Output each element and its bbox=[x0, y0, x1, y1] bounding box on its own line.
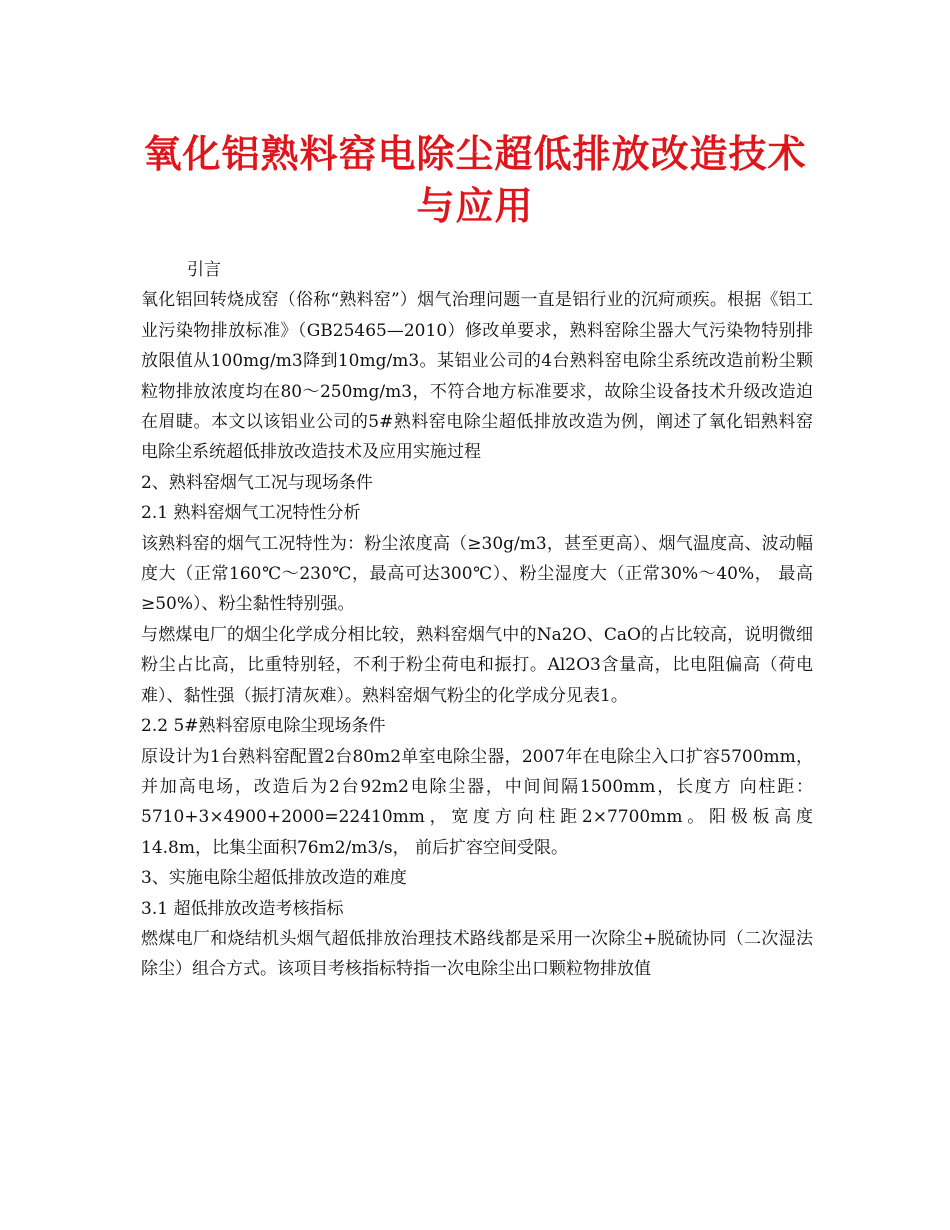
section-heading-2: 2、熟料窑烟气工况与现场条件 bbox=[141, 472, 373, 493]
paragraph-chemical-composition: 与燃煤电厂的烟尘化学成分相比较，熟料窑烟气中的Na2O、CaO的占比较高，说明微细粉尘占比高，比重特别轻，不利于粉尘荷电和振打。Al2O3含量高，比电阻偏高（荷电难）、黏性强（振打清灰难）。熟料窑烟气粉尘的化学成分见表1。 bbox=[141, 624, 813, 706]
document-body bbox=[141, 255, 813, 985]
subsection-heading-2-2: 2.2 5#熟料窑原电除尘现场条件 bbox=[141, 716, 386, 737]
document-title: 氧化铝熟料窑电除尘超低排放改造技术与应用 bbox=[143, 131, 807, 228]
paragraph-intro: 氧化铝回转烧成窑（俗称“熟料窑”）烟气治理问题一直是铝行业的沉疴顽疾。根据《铝工业污染物排放标准》（GB25465—2010）修改单要求，熟料窑除尘器大气污染物特别排放限值从100mg/m3降到10mg/m3。某铝业公司的4台熟料窑电除尘系统改造前粉尘颗粒物排放浓度均在80～250mg/m3，不符合地方标准要求，故除尘设备技术升级改造迫在眉睫。本文以该铝业公司的5#熟料窑电除尘超低排放改造为例，阐述了氧化铝熟料窑 电除尘系统超低排放改造技术及应用实施过程 bbox=[141, 290, 813, 463]
section-heading-3: 3、实施电除尘超低排放改造的难度 bbox=[141, 868, 407, 889]
paragraph-assessment-indicators: 燃煤电厂和烧结机头烟气超低排放治理技术路线都是采用一次除尘+脱硫协同（二次湿法除尘）组合方式。该项目考核指标特指一次电除尘出口颗粒物排放值 bbox=[141, 928, 813, 980]
subsection-heading-3-1: 3.1 超低排放改造考核指标 bbox=[141, 898, 344, 919]
paragraph-flue-gas-characteristics: 该熟料窑的烟气工况特性为：粉尘浓度高（≥30g/m3，甚至更高）、烟气温度高、波动幅度大（正常160℃～230℃，最高可达300℃）、粉尘湿度大（正常30%～40%， 最高≥50%）、粉尘黏性特别强。 bbox=[141, 533, 813, 615]
section-heading-intro: 引言 bbox=[187, 260, 221, 280]
subsection-heading-2-1: 2.1 熟料窑烟气工况特性分析 bbox=[141, 503, 361, 524]
paragraph-site-conditions: 原设计为1台熟料窑配置2台80m2单室电除尘器，2007年在电除尘入口扩容5700mm，并加高电场，改造后为2台92m2电除尘器，中间间隔1500mm，长度方 向柱距：5710+3×4900+2000=22410mm，宽度方向柱距2×7700mm。阳极板高度14.8m，比集尘面积76m2/m3/s， 前后扩容空间受限。 bbox=[141, 746, 813, 858]
